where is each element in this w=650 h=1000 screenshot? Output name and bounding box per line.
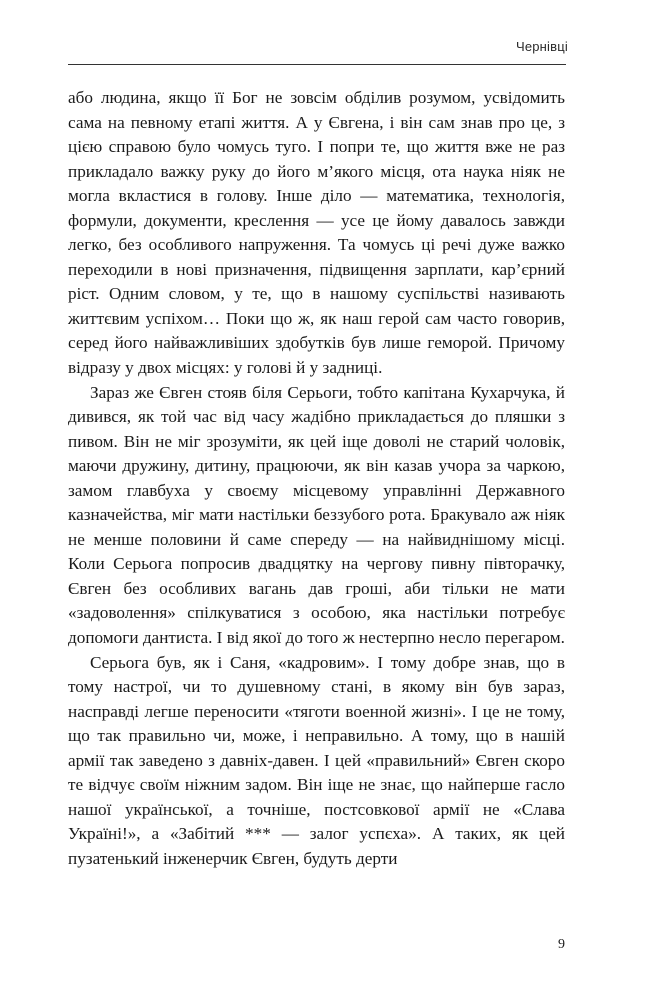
paragraph-1: або людина, якщо її Бог не зовсім обділив розумом, усвідомить сама на певному етапі життя. А у Євгена, і він сам знав про це, з цією справою було чомусь туго. І попри те, що життя вже не раз прикладало важку руку до його м’якого місця, ота наука ніяк не могла вкластися в голову. Інше діло — математика, технологія, формули, документи, креслення — усе це йому давалось завжди легко, без особливого напруження. Та чомусь ці речі дуже важко переходили в нові призначення, підвищення зарплати, кар’єрний ріст. Одним словом, у те, що в нашому суспільстві називають життєвим успіхом… Поки що ж, як наш герой сам часто говорив, серед його найважливіших здобутків був лише геморой. Причому відразу у двох місцях: у голові й у задниці. — [68, 88, 565, 378]
paragraph-2: Зараз же Євген стояв біля Серьоги, тобто капітана Кухарчука, й дивився, як той час від часу жадібно прикладається до пляшки з пивом. Він не міг зрозуміти, як цей іще доволі не старий чоловік, маючи дружину, дитину, працюючи, як він казав учора за чаркою, замом главбуха у своєму місцевому управлінні Державного казначейства, міг мати настільки беззубого рота. Бракувало аж ніяк не менше половини й саме спереду — на найвиднішому місці. Коли Серьога попросив двадцятку на чергову пивну півторачку, Євген без особливих вагань дав гроші, аби тільки не мати «задоволення» спілкуватися з особою, яка настільки потребує допомоги дантиста. І від якої до того ж нестерпно несло перегаром. — [68, 382, 565, 648]
body-text — [68, 86, 565, 872]
page-number: 9 — [558, 937, 565, 952]
running-head-title: Чернівці — [515, 39, 568, 54]
header-rule — [68, 64, 566, 65]
paragraph-3: Серьога був, як і Саня, «кадровим». І тому добре знав, що в тому настрої, чи то душевному стані, в якому він був зараз, насправді легше переносити «тяготи военной жизні». І це не тому, що так правильно чи, може, і неправильно. А тому, що в нашій армії так заведено з давніх-давен. І цей «правильний» Євген скоро те відчує своїм ніжним задом. Він іще не знає, що найперше гасло нашої української, а точніше, постсовкової армії не «Слава Україні!», а «Забітий *** — залог успєха». А таких, як цей пузатенький інженерчик Євген, будуть дерти — [68, 652, 565, 868]
